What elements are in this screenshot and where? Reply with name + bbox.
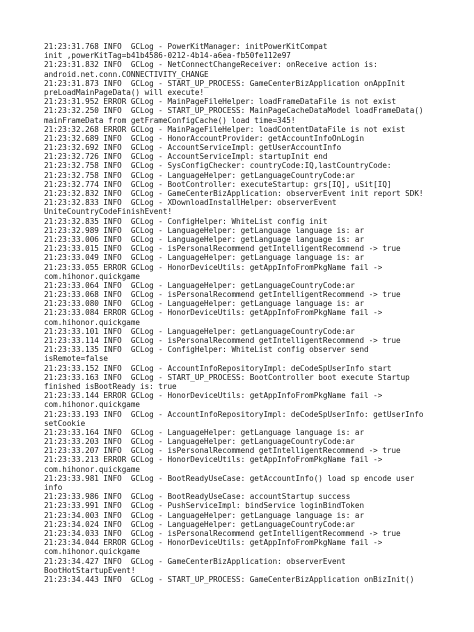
log-line: 21:23:32.758 INFO GCLog - SysConfigChecker: countryCode:IQ,lastCountryCode: [44,161,392,171]
log-line: mainFrameData from getFrameConfigCache() load time=345! [44,115,296,125]
log-line: 21:23:33.135 INFO GCLog - ConfigHelper: WhiteList config observer send [44,345,369,355]
log-line: 21:23:32.989 INFO GCLog - LanguageHelper: getLanguage language is: ar [44,225,365,235]
log-line: 21:23:31.768 INFO GCLog - PowerKitManager: initPowerKitCompat [44,42,328,51]
log-line: setCookie [44,418,86,428]
log-line: 21:23:33.213 ERROR GCLog - HonorDeviceUtils: getAppInfoFromPkgName fail -> [44,455,383,465]
log-line: 21:23:32.835 INFO GCLog - ConfigHelper: WhiteList config init [44,216,328,226]
log-line: finished isBootReady is: true [44,381,177,391]
log-line: android.net.conn.CONNECTIVITY_CHANGE [44,69,209,79]
log-line: 21:23:34.033 INFO GCLog - isPersonalRecommend getIntelligentRecommend -> true [44,528,401,538]
log-line: 21:23:32.268 ERROR GCLog - MainPageFileHelper: loadContentDataFile is not exist [44,124,406,134]
log-line: com.hihonor.quickgame [44,547,141,557]
log-line: 21:23:31.952 ERROR GCLog - MainPageFileHelper: loadFrameDataFile is not exist [44,97,397,107]
log-line: 21:23:34.003 INFO GCLog - LanguageHelper: getLanguage language is: ar [44,510,365,520]
log-line: 21:23:33.068 INFO GCLog - isPersonalRecommend getIntelligentRecommend -> true [44,290,401,300]
log-line: 21:23:34.443 INFO GCLog - START_UP_PROCESS: GameCenterBizApplication onBizInit() [44,574,415,584]
log-line: 21:23:33.055 ERROR GCLog - HonorDeviceUtils: getAppInfoFromPkgName fail -> [44,262,383,272]
log-document [44,42,464,584]
log-line: 21:23:32.774 INFO GCLog - BootController: executeStartup: grs[IQ], uSit[IQ] [44,179,392,189]
log-line: 21:23:33.064 INFO GCLog - LanguageHelper: getLanguageCountryCode:ar [44,280,355,290]
log-line: 21:23:33.207 INFO GCLog - isPersonalRecommend getIntelligentRecommend -> true [44,446,401,456]
log-line: 21:23:33.114 INFO GCLog - isPersonalRecommend getIntelligentRecommend -> true [44,336,401,345]
log-line: 21:23:33.080 INFO GCLog - LanguageHelper: getLanguage language is: ar [44,299,365,309]
log-line: isRemote=false [44,354,109,364]
log-line: 21:23:33.163 INFO GCLog - START_UP_PROCESS: BootController boot execute Startup [44,372,410,382]
log-line: BootHotStartupEvent! [44,565,136,575]
log-line: 21:23:33.193 INFO GCLog - AccountInfoRepositoryImpl: deCodeSpUserInfo: getUserInfo [44,409,424,419]
log-line: 21:23:32.758 INFO GCLog - LanguageHelper: getLanguageCountryCode:ar [44,170,355,180]
log-line: 21:23:32.692 INFO GCLog - AccountServiceImpl: getUserAccountInfo [44,143,342,153]
log-line: 21:23:31.873 INFO GCLog - START_UP_PROCESS: GameCenterBizApplication onAppInit [44,78,406,88]
log-line: 21:23:33.981 INFO GCLog - BootReadyUseCase: getAccountInfo() load sp encode user [44,473,415,483]
log-line: 21:23:33.152 INFO GCLog - AccountInfoRepositoryImpl: deCodeSpUserInfo start [44,363,392,373]
log-line: 21:23:33.084 ERROR GCLog - HonorDeviceUtils: getAppInfoFromPkgName fail -> [44,308,383,318]
log-line: 21:23:33.049 INFO GCLog - LanguageHelper: getLanguage language is: ar [44,253,365,263]
log-line: 21:23:33.144 ERROR GCLog - HonorDeviceUtils: getAppInfoFromPkgName fail -> [44,391,383,401]
log-line: 21:23:33.101 INFO GCLog - LanguageHelper: getLanguageCountryCode:ar [44,326,355,336]
log-line: 21:23:33.006 INFO GCLog - LanguageHelper: getLanguage language is: ar [44,234,365,244]
log-line: preLoadMainPageData() will execute! [44,87,205,97]
log-line: com.hihonor.quickgame [44,271,141,281]
log-line: 21:23:32.726 INFO GCLog - AccountServiceImpl: startupInit end [44,152,328,162]
log-line: 21:23:33.203 INFO GCLog - LanguageHelper: getLanguageCountryCode:ar [44,437,355,447]
log-line: com.hihonor.quickgame [44,317,141,327]
log-line: 21:23:34.024 INFO GCLog - LanguageHelper: getLanguageCountryCode:ar [44,519,355,529]
log-line: info [44,483,63,492]
log-line: init ,powerKitTag=b41b4586-0212-4b14-a6ea-fb50fe112e97 [44,51,291,61]
log-line: 21:23:34.427 INFO GCLog - GameCenterBizApplication: observerEvent [44,556,346,566]
log-line: 21:23:32.250 INFO GCLog - START_UP_PROCESS: MainPageCacheDataModel loadFrameData() [44,106,424,116]
log-line: 21:23:33.986 INFO GCLog - BootReadyUseCase: accountStartup success [44,492,351,502]
log-line: 21:23:33.164 INFO GCLog - LanguageHelper: getLanguage language is: ar [44,427,365,437]
log-line: 21:23:31.832 INFO GCLog - NetConnectChangeReceiver: onReceive action is: [44,60,378,70]
log-line: 21:23:33.015 INFO GCLog - isPersonalRecommend getIntelligentRecommend -> true [44,244,401,254]
log-line: 21:23:33.991 INFO GCLog - PushServiceImpl: bindService loginBindToken [44,501,365,511]
log-line: com.hihonor.quickgame [44,400,141,410]
log-line: UniteCountryCodeFinishEvent! [44,207,173,217]
log-line: 21:23:34.044 ERROR GCLog - HonorDeviceUtils: getAppInfoFromPkgName fail -> [44,538,383,548]
log-line: 21:23:32.689 INFO GCLog - HonorAccountProvider: getAccountInfoOnLogin [44,133,365,143]
log-line: 21:23:32.833 INFO GCLog - XDownloadInstallHelper: observerEvent [44,198,337,208]
log-line: 21:23:32.832 INFO GCLog - GameCenterBizApplication: observerEvent init report SDK! [44,189,424,198]
log-line: com.hihonor.quickgame [44,464,141,474]
